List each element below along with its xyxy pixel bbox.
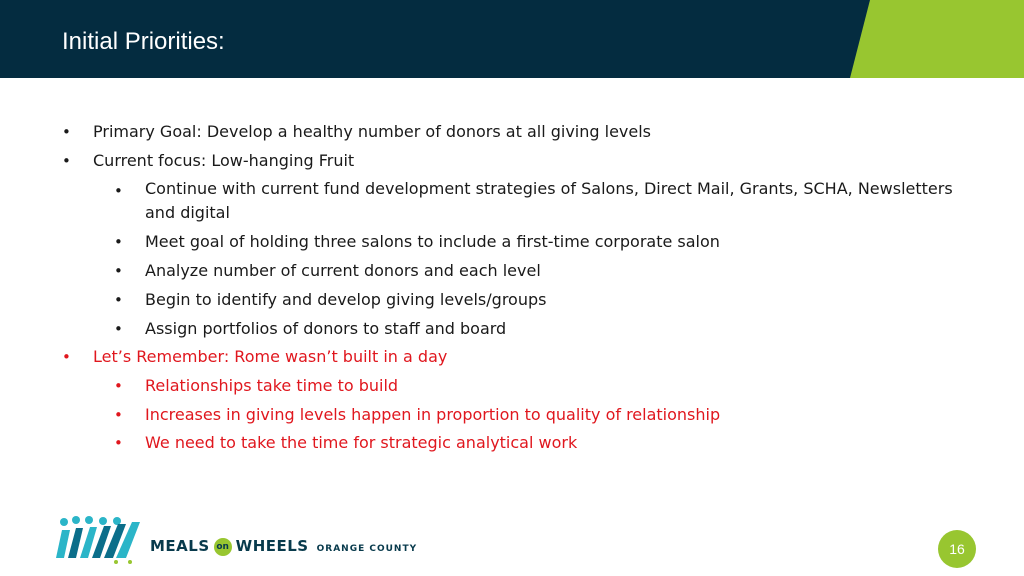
list-item <box>0 401 1024 430</box>
bullet-icon: • <box>114 262 123 281</box>
bullet-icon: • <box>114 434 123 453</box>
logo-wordmark <box>150 536 417 556</box>
list-item-text: Begin to identify and develop giving levels/groups <box>145 289 547 309</box>
bullet-icon: • <box>114 233 123 252</box>
meals-on-wheels-logo <box>50 516 450 564</box>
list-item-text: Primary Goal: Develop a healthy number of donors at all giving levels <box>93 122 652 141</box>
bullet-icon: • <box>114 182 123 201</box>
list-item <box>0 147 1024 176</box>
meals-on-wheels-logo-icon <box>50 516 150 564</box>
list-item-text: Continue with current fund development strategies of Salons, Direct Mail, Grants, SCHA, Newsletters and digital <box>145 179 953 223</box>
list-item-text: Analyze number of current donors and each level <box>145 261 541 281</box>
list-item-text: Assign portfolios of donors to staff and board <box>145 318 507 338</box>
bullet-icon: • <box>114 405 123 424</box>
logo-region: ORANGE COUNTY <box>316 544 418 554</box>
list-item <box>0 315 1024 344</box>
list-item <box>0 257 1024 286</box>
bullet-icon: • <box>114 376 123 395</box>
list-item-text: We need to take the time for strategic analytical work <box>145 433 578 453</box>
bullet-icon: • <box>114 290 123 309</box>
list-item-text: Let’s Remember: Rome wasn’t built in a day <box>93 347 448 367</box>
list-item <box>0 286 1024 315</box>
header-accent-shape <box>850 0 1024 78</box>
list-item <box>0 118 1024 147</box>
bullet-icon: • <box>62 151 71 170</box>
list-item <box>0 429 1024 458</box>
list-item-text: Current focus: Low-hanging Fruit <box>93 150 355 170</box>
bullet-icon: • <box>62 123 71 141</box>
list-item <box>0 372 1024 401</box>
list-item <box>0 228 1024 257</box>
logo-on-badge: on <box>214 538 232 556</box>
bullet-list <box>0 118 1024 458</box>
list-item <box>0 343 1024 372</box>
slide-title: Initial Priorities: <box>62 28 225 55</box>
bullet-icon: • <box>62 348 71 367</box>
list-item-text: Meet goal of holding three salons to include a first-time corporate salon <box>145 232 720 252</box>
logo-word-wheels: WHEELS <box>235 537 309 555</box>
logo-word-meals: MEALS <box>150 537 210 555</box>
page-number-badge: 16 <box>938 530 976 568</box>
list-item-text: Relationships take time to build <box>145 375 399 395</box>
list-item <box>0 175 1024 228</box>
list-item-text: Increases in giving levels happen in proportion to quality of relationship <box>145 404 721 424</box>
bullet-icon: • <box>114 319 123 338</box>
